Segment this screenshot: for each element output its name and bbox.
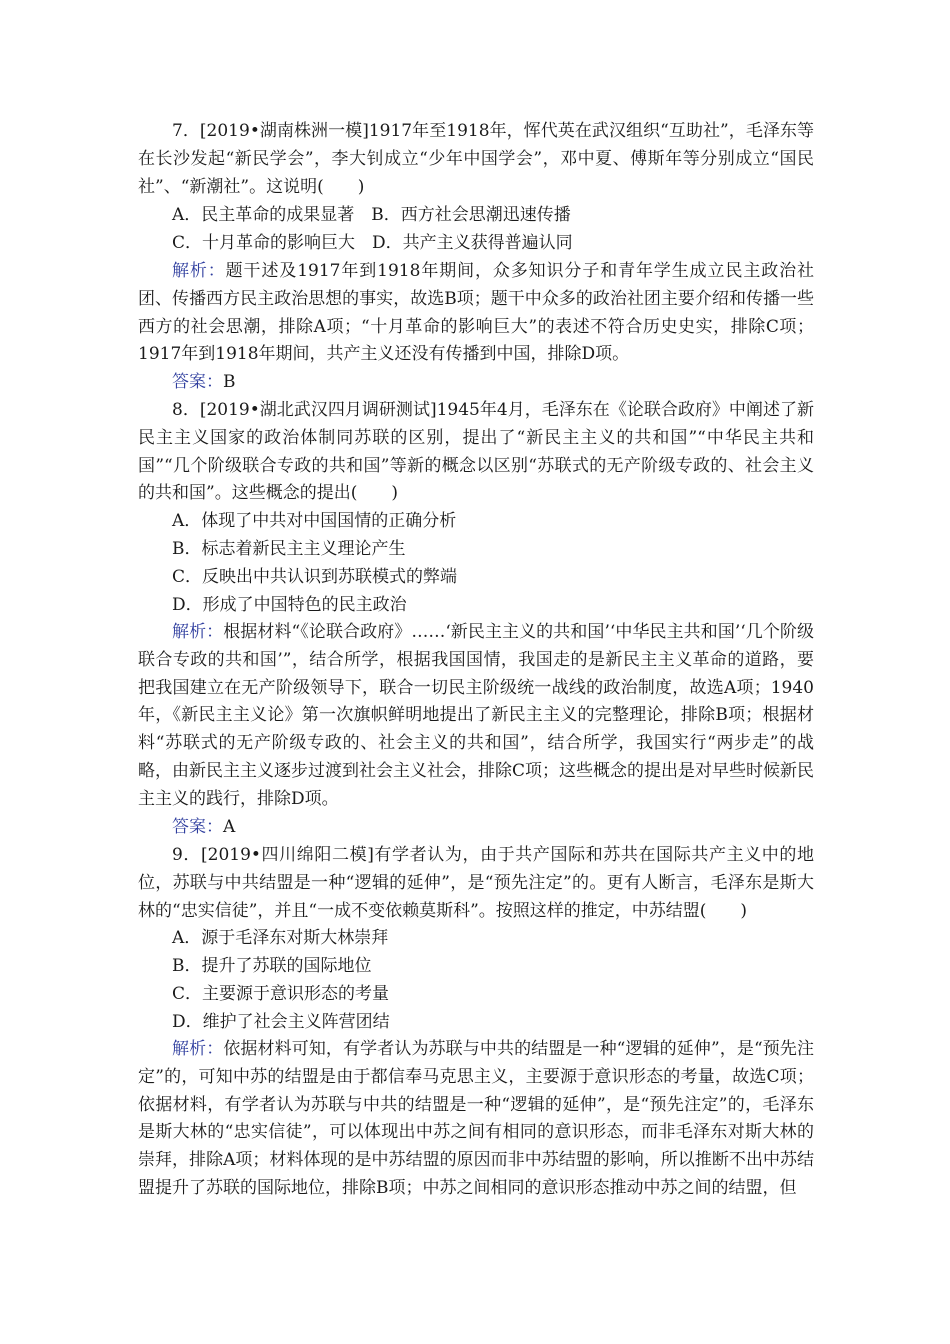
question-8-option-c: C．反映出中共认识到苏联模式的弊端 [172,567,458,587]
question-9-option-a: A．源于毛泽东对斯大林崇拜 [172,928,389,948]
question-9-option-b: B．提升了苏联的国际地位 [172,956,372,976]
question-8-answer [172,814,235,842]
question-8-stem: 8．[2019•湖北武汉四月调研测试]1945年4月，毛泽东在《论联合政府》中阐述了新民主主义国家的政治体制同苏联的区别，提出了“新民主主义的共和国”“中华民主共和国”“几个阶级联合专政的共和国”等新的概念以区别“苏联式的无产阶级专政的、社会主义的共和国”。这些概念的提出( ) [138,400,814,504]
question-7-options-cd: C．十月革命的影响巨大 D．共产主义获得普遍认同 [172,233,573,253]
question-9-stem: 9．[2019•四川绵阳二模]有学者认为，由于共产国际和苏共在国际共产主义中的地位，苏联与中共结盟是一种“逻辑的延伸”，是“预先注定”的。更有人断言，毛泽东是斯大林的“忠实信徒”，并且“一成不变依赖莫斯科”。按照这样的推定，中苏结盟( ) [138,845,814,921]
question-8-analysis [138,619,814,814]
answer-label: 答案： [172,817,223,837]
question-9-option-c: C．主要源于意识形态的考量 [172,984,390,1004]
analysis-label: 解析： [172,1039,224,1059]
question-7-stem: 7．[2019•湖南株洲一模]1917年至1918年，恽代英在武汉组织“互助社”，毛泽东等在长沙发起“新民学会”，李大钊成立“少年中国学会”，邓中夏、傅斯年等分别成立“国民社”、“新潮社”。这说明( ) [138,121,814,197]
question-8-option-d: D．形成了中国特色的民主政治 [172,595,407,615]
question-7-options-ab: A．民主革命的成果显著 B．西方社会思潮迅速传播 [172,205,571,225]
analysis-text: 依据材料可知，有学者认为苏联与中共的结盟是一种“逻辑的延伸”，是“预先注定”的，可知中苏的结盟是由于都信奉马克思主义，主要源于意识形态的考量，故选C项；依据材料，有学者认为苏联与中共的结盟是一种“逻辑的延伸”，是“预先注定”的，毛泽东是斯大林的“忠实信徒”，可以体现出中苏之间有相同的意识形态，而非毛泽东对斯大林的崇拜，排除A项；材料体现的是中苏结盟的原因而非中苏结盟的影响，所以推断不出中苏结盟提升了苏联的国际地位，排除B项；中苏之间相同的意识形态推动中苏之间的结盟，但 [138,1039,814,1198]
answer-value: A [223,817,236,837]
question-8-option-b: B．标志着新民主主义理论产生 [172,539,406,559]
question-8-option-a: A．体现了中共对中国国情的正确分析 [172,511,457,531]
analysis-label: 解析： [172,622,224,642]
question-9-analysis [138,1036,814,1203]
answer-value: B [223,372,236,392]
analysis-text: 根据材料“《论联合政府》……‘新民主主义的共和国’‘中华民主共和国’‘几个阶级联合专政的共和国’”，结合所学，根据我国国情，我国走的是新民主主义革命的道路，要把我国建立在无产阶级领导下，联合一切民主阶级统一战线的政治制度，故选A项；1940年，《新民主主义论》第一次旗帜鲜明地提出了新民主主义的完整理论，排除B项；根据材料“苏联式的无产阶级专政的、社会主义的共和国”，结合所学，我国实行“两步走”的战略，由新民主主义逐步过渡到社会主义社会，排除C项；这些概念的提出是对早些时候新民主主义的践行，排除D项。 [138,622,815,809]
answer-label: 答案： [172,372,223,392]
question-7-answer [172,369,236,397]
question-9-option-d: D．维护了社会主义阵营团结 [172,1012,390,1032]
analysis-label: 解析： [172,261,226,281]
analysis-text: 题干述及1917年到1918年期间，众多知识分子和青年学生成立民主政治社团、传播西方民主政治思想的事实，故选B项；题干中众多的政治社团主要介绍和传播一些西方的社会思潮，排除A项；“十月革命的影响巨大”的表述不符合历史史实，排除C项；1917年到1918年期间，共产主义还没有传播到中国，排除D项。 [138,261,814,365]
question-7-analysis [138,258,814,369]
